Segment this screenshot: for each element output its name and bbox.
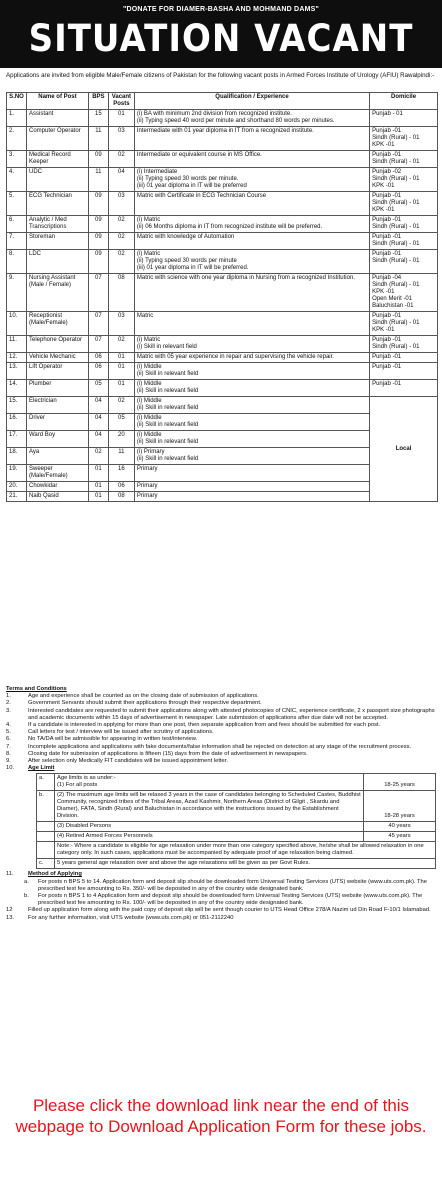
term-text: After selection only Medically FIT candidates will be issued appointment letter.	[28, 758, 228, 765]
age-limit-table	[36, 773, 436, 869]
cell-vacant-posts: 11	[108, 448, 134, 465]
term-item	[6, 736, 438, 743]
cell-bps: 04	[88, 414, 108, 431]
cell-qualification: (i) Middle (ii) Skill in relevant field	[134, 380, 369, 397]
cell-domicile: Punjab -01 Sindh (Rural) - 01	[370, 336, 438, 353]
age-text: (4) Retired Armed Forces Personnels	[55, 832, 364, 842]
cell-post-name: Sweeper (Male/Female)	[26, 465, 88, 482]
cell-qualification: Intermediate with 01 year diploma in IT from a recognized institute.	[134, 127, 369, 151]
age-value: 45 years	[364, 832, 436, 842]
cell-sno: 19.	[7, 465, 27, 482]
term-number: 7.	[6, 743, 11, 750]
table-row	[7, 397, 438, 414]
cell-bps: 06	[88, 363, 108, 380]
term-text: No TA/DA will be admissible for appearing in written test/interview.	[28, 736, 198, 743]
table-row	[7, 312, 438, 336]
cell-domicile: Punjab -01	[370, 363, 438, 380]
cell-vacant-posts: 02	[108, 216, 134, 233]
cell-bps: 09	[88, 192, 108, 216]
cell-post-name: Nursing Assistant (Male / Female)	[26, 274, 88, 312]
cell-qualification: (i) Intermediate (ii) Typing speed 30 words per minute. (iii) 01 year diploma in IT will be preferred	[134, 168, 369, 192]
term-number: 8.	[6, 750, 11, 757]
age-key	[37, 842, 55, 859]
method-heading: Method of Applying	[28, 871, 82, 878]
age-key: b.	[37, 791, 55, 822]
cell-bps: 04	[88, 431, 108, 448]
cell-domicile: Punjab -01	[370, 380, 438, 397]
cell-domicile: Punjab -01 Sindh (Rural) - 01	[370, 250, 438, 274]
cell-sno: 10.	[7, 312, 27, 336]
table-row	[7, 380, 438, 397]
cell-bps: 09	[88, 250, 108, 274]
cell-vacant-posts: 03	[108, 192, 134, 216]
cell-domicile: Punjab -01 Sindh (Rural) - 01	[370, 151, 438, 168]
cell-qualification: (i) Middle (ii) Skill in relevant field	[134, 414, 369, 431]
cell-post-name: LDC	[26, 250, 88, 274]
cell-qualification: Matric with 05 year experience in repair and supervising the vehicle repair.	[134, 353, 369, 363]
age-row	[37, 774, 436, 791]
cell-bps: 15	[88, 110, 108, 127]
cell-vacant-posts: 01	[108, 110, 134, 127]
age-row	[37, 832, 436, 842]
table-row	[7, 216, 438, 233]
method-of-applying	[6, 871, 438, 907]
term-item	[6, 744, 438, 751]
cell-qualification: Primary	[134, 482, 369, 492]
age-key	[37, 822, 55, 832]
age-text: 5 years general age relaxation over and above the age relaxations will be given as per Govt Rules.	[55, 859, 436, 869]
term-number: 1.	[6, 693, 11, 700]
col-sno: S.NO	[7, 93, 27, 110]
page-title: SITUATION VACANT	[28, 17, 414, 61]
cell-qualification: (i) Matric (ii) 06 Months diploma in IT from recognized institute will be preferred.	[134, 216, 369, 233]
cell-qualification: Matric	[134, 312, 369, 336]
col-vacant: Vacant Posts	[108, 93, 134, 110]
age-value: 18-25 years	[364, 774, 436, 791]
terms-heading: Terms and Conditions	[6, 686, 67, 692]
term-item-13	[6, 915, 438, 922]
cell-vacant-posts: 03	[108, 312, 134, 336]
cell-vacant-posts: 02	[108, 336, 134, 353]
cell-vacant-posts: 02	[108, 250, 134, 274]
term-number: 2.	[6, 700, 11, 707]
cell-qualification: Primary	[134, 492, 369, 502]
col-bps: BPS	[88, 93, 108, 110]
cell-vacant-posts: 02	[108, 233, 134, 250]
cell-domicile: Punjab -01 Sindh (Rural) - 01 KPK -01	[370, 127, 438, 151]
table-row	[7, 353, 438, 363]
vacancy-table	[6, 92, 438, 502]
cell-qualification: (i) Middle (ii) Skill in relevant field	[134, 397, 369, 414]
cell-vacant-posts: 06	[108, 482, 134, 492]
download-notice: Please click the download link near the end of this webpage to Download Application Form for these jobs.	[15, 1096, 427, 1136]
cell-sno: 9.	[7, 274, 27, 312]
cell-vacant-posts: 01	[108, 380, 134, 397]
cell-post-name: Analytic / Med Transcriptions	[26, 216, 88, 233]
term-item	[6, 722, 438, 729]
term-item	[6, 751, 438, 758]
cell-post-name: Aya	[26, 448, 88, 465]
cell-sno: 8.	[7, 250, 27, 274]
method-item-b	[6, 893, 438, 907]
cell-bps: 05	[88, 380, 108, 397]
term-text: If a candidate is interested in applying for more than one post, then separate application from and fees should be submitted for each post.	[28, 722, 381, 729]
table-row	[7, 127, 438, 151]
cell-post-name: Chowkidar	[26, 482, 88, 492]
term-item-12	[6, 907, 438, 914]
term-number: 6.	[6, 736, 11, 743]
cell-domicile: Punjab -01 Sindh (Rural) - 01	[370, 233, 438, 250]
table-row	[7, 363, 438, 380]
cell-vacant-posts: 02	[108, 397, 134, 414]
term-item	[6, 708, 438, 722]
age-row	[37, 842, 436, 859]
cell-bps: 11	[88, 127, 108, 151]
method-key: a.	[24, 878, 29, 885]
term-number: 4.	[6, 722, 11, 729]
age-row	[37, 859, 436, 869]
cell-post-name: Naib Qasid	[26, 492, 88, 502]
age-key: c.	[37, 859, 55, 869]
age-value: 18-28 years	[364, 791, 436, 822]
cell-vacant-posts: 03	[108, 127, 134, 151]
table-row	[7, 233, 438, 250]
age-text: Age limits is as under:- (1) For all posts	[55, 774, 364, 791]
cell-qualification: Primary	[134, 465, 369, 482]
cell-bps: 09	[88, 233, 108, 250]
cell-sno: 11.	[7, 336, 27, 353]
term-text: Closing date for submission of applications is fifteen (15) days from the date of advertisement in newspapers.	[28, 750, 308, 757]
term-number: 13.	[6, 914, 15, 921]
method-text: For posts n BPS 1 to 4 Application form and deposit slip should be downloaded form Universal Testing Services (UTS) website (www.uts.com.pk). The prescribed test fee amounting to Rs. 100/- will be deposited in any of the country wide designated bank.	[38, 893, 423, 907]
cell-qualification: (i) Primary (ii) Skill in relevant field	[134, 448, 369, 465]
cell-post-name: Electrician	[26, 397, 88, 414]
term-text: Government Servants should submit their applications through their respective department.	[28, 700, 262, 707]
term-text: For any further information, visit UTS website (www.uts.com.pk) or 051-2112240	[28, 914, 234, 921]
cell-qualification: (i) Matric (ii) Typing speed 30 words per minute (iii) 01 year diploma in IT will be preferred.	[134, 250, 369, 274]
cell-post-name: Ward Boy	[26, 431, 88, 448]
cell-post-name: Storeman	[26, 233, 88, 250]
cell-qualification: (i) Middle (ii) Skill in relevant field	[134, 363, 369, 380]
cell-vacant-posts: 02	[108, 151, 134, 168]
table-row	[7, 192, 438, 216]
cell-bps: 01	[88, 465, 108, 482]
method-key: b.	[24, 893, 29, 900]
ad-banner	[0, 0, 442, 68]
term-number: 9.	[6, 758, 11, 765]
cell-qualification: (i) Middle (ii) Skill in relevant field	[134, 431, 369, 448]
vacancy-rows	[7, 110, 438, 502]
term-number: 5.	[6, 729, 11, 736]
cell-vacant-posts: 16	[108, 465, 134, 482]
table-row	[7, 336, 438, 353]
age-text: (3) Disabled Persons	[55, 822, 364, 832]
table-row	[7, 168, 438, 192]
method-item-a	[6, 879, 438, 893]
cell-sno: 17.	[7, 431, 27, 448]
cell-bps: 09	[88, 151, 108, 168]
age-key: a.	[37, 774, 55, 791]
term-item	[6, 700, 438, 707]
cell-sno: 3.	[7, 151, 27, 168]
cell-post-name: Medical Record Keeper	[26, 151, 88, 168]
cell-post-name: UDC	[26, 168, 88, 192]
age-limit-heading: Age Limit	[28, 765, 55, 772]
term-text: Call letters for test / interview will be issued after scrutiny of applications.	[28, 729, 214, 736]
term-item	[6, 693, 438, 700]
term-item	[6, 758, 438, 765]
cell-bps: 09	[88, 216, 108, 233]
cell-domicile: Punjab - 01	[370, 110, 438, 127]
cell-sno: 12.	[7, 353, 27, 363]
cell-sno: 21.	[7, 492, 27, 502]
term-number: 3.	[6, 707, 11, 714]
cell-post-name: Vehicle Mechanic	[26, 353, 88, 363]
term-text: Age and experience shall be counted as on the closing date of submission of applications.	[28, 693, 259, 700]
cell-bps: 07	[88, 336, 108, 353]
cell-bps: 07	[88, 274, 108, 312]
cell-sno: 15.	[7, 397, 27, 414]
cell-sno: 18.	[7, 448, 27, 465]
cell-vacant-posts: 01	[108, 363, 134, 380]
cell-domicile: Punjab -01 Sindh (Rural) - 01	[370, 216, 438, 233]
cell-vacant-posts: 04	[108, 168, 134, 192]
table-row	[7, 110, 438, 127]
term-number: 11.	[6, 871, 14, 878]
cell-bps: 06	[88, 353, 108, 363]
age-row	[37, 822, 436, 832]
cell-sno: 4.	[7, 168, 27, 192]
cell-post-name: Telephone Operator	[26, 336, 88, 353]
cell-bps: 01	[88, 492, 108, 502]
method-text: For posts n BPS 5 to 14. Application form and deposit slip should be downloaded form Universal Testing Services (UTS) website (www.uts.com.pk). The prescribed test fee amounting to Rs. 350/- will be deposited in any of the country wide designated bank.	[38, 878, 428, 892]
terms-section	[6, 686, 438, 922]
age-limit-heading-row	[6, 765, 438, 772]
cell-domicile: Punjab -01 Sindh (Rural) - 01 KPK -01	[370, 312, 438, 336]
cell-qualification: Matric with knowledge of Automation	[134, 233, 369, 250]
cell-sno: 2.	[7, 127, 27, 151]
cell-vacant-posts: 08	[108, 274, 134, 312]
age-value: 40 years	[364, 822, 436, 832]
cell-qualification: Matric with Certificate in ECG Technician Course	[134, 192, 369, 216]
cell-domicile: Punjab -04 Sindh (Rural) - 01 KPK -01 Open Merit -01 Baluchistan -01	[370, 274, 438, 312]
cell-domicile: Punjab -01	[370, 353, 438, 363]
cell-post-name: Assistant	[26, 110, 88, 127]
cell-sno: 6.	[7, 216, 27, 233]
cell-sno: 1.	[7, 110, 27, 127]
cell-sno: 16.	[7, 414, 27, 431]
cell-qualification: (i) Matric (i) Skill in relevant field	[134, 336, 369, 353]
age-text: Note:- Where a candidate is eligible for age relaxation under more than one category specified above, he/she shall be allowed relaxation in one category only. In such cases, applications must be accompanied by adequate proof of age relaxation being claimed.	[55, 842, 436, 859]
age-row	[37, 791, 436, 822]
age-text: (2) The maximum age limits will be relaxed 3 years in the case of candidates belonging to Scheduled Castes, Buddhist Community, recognized tribes of the Tribal Areas, Azad Kashmir, Northern Areas (District of Gilgit , Skardu and Diamer), FATA, Sindh (Rural) and Baluchistan in accordance with the instructions issued by the Establishment Division.	[55, 791, 364, 822]
intro-text: Applications are invited from eligible Male/Female citizens of Pakistan for the following vacant posts in Armed Forces Institute of Urology (AFIU) Rawalpindi:-	[6, 72, 435, 79]
col-qualification: Qualification / Experience	[134, 93, 369, 110]
cell-vacant-posts: 08	[108, 492, 134, 502]
tagline: "DONATE FOR DIAMER-BASHA AND MOHMAND DAMS"	[123, 6, 319, 13]
cell-domicile-local: Local	[370, 397, 438, 502]
cell-bps: 07	[88, 312, 108, 336]
cell-sno: 5.	[7, 192, 27, 216]
term-text: Interested candidates are requested to submit their applications along with attested photocopies of CNIC, experience certificate, 2 x passport size photographs and academic documents within 15 days of advertisement in newspaper. Late submission of applications after due date will not be accepted.	[28, 707, 435, 721]
cell-sno: 7.	[7, 233, 27, 250]
cell-post-name: Receptionist (Male/Female)	[26, 312, 88, 336]
cell-sno: 13.	[7, 363, 27, 380]
cell-post-name: Plumber	[26, 380, 88, 397]
cell-bps: 01	[88, 482, 108, 492]
col-domicile: Domicile	[370, 93, 438, 110]
cell-qualification: Matric with science with one year diploma in Nursing from a recognized Institution.	[134, 274, 369, 312]
term-text: Incomplete applications and applications with fake documents/false information shall be rejected on detection at any stage of the recruitment process.	[28, 743, 412, 750]
table-row	[7, 151, 438, 168]
cell-vacant-posts: 20	[108, 431, 134, 448]
cell-sno: 14.	[7, 380, 27, 397]
cell-domicile: Punjab -02 Sindh (Rural) - 01 KPK -01	[370, 168, 438, 192]
term-text: Filled up application form along with the paid copy of deposit slip will be sent though courier to UTS Head Office 278/A Nazim ud Din Road F-10/1 Islamabad.	[28, 907, 431, 914]
cell-bps: 11	[88, 168, 108, 192]
table-row	[7, 250, 438, 274]
table-row	[7, 274, 438, 312]
cell-qualification: Intermediate or equivalent course in MS Office.	[134, 151, 369, 168]
table-header-row	[7, 93, 438, 110]
age-key	[37, 832, 55, 842]
method-heading-row	[6, 871, 438, 878]
cell-post-name: Lift Operator	[26, 363, 88, 380]
cell-post-name: ECG Technician	[26, 192, 88, 216]
terms-list	[6, 693, 438, 765]
cell-post-name: Driver	[26, 414, 88, 431]
term-number: 10.	[6, 765, 15, 772]
cell-vacant-posts: 01	[108, 353, 134, 363]
cell-post-name: Computer Operator	[26, 127, 88, 151]
term-number: 12	[6, 907, 13, 914]
col-post: Name of Post	[26, 93, 88, 110]
cell-sno: 20.	[7, 482, 27, 492]
cell-domicile: Punjab -01 Sindh (Rural) - 01 KPK -01	[370, 192, 438, 216]
cell-qualification: (i) BA with minimum 2nd division from recognized institute. (ii) Typing speed 40 word per minute and shorthand 80 words per minutes.	[134, 110, 369, 127]
term-item	[6, 729, 438, 736]
cell-bps: 04	[88, 397, 108, 414]
cell-vacant-posts: 05	[108, 414, 134, 431]
cell-bps: 02	[88, 448, 108, 465]
